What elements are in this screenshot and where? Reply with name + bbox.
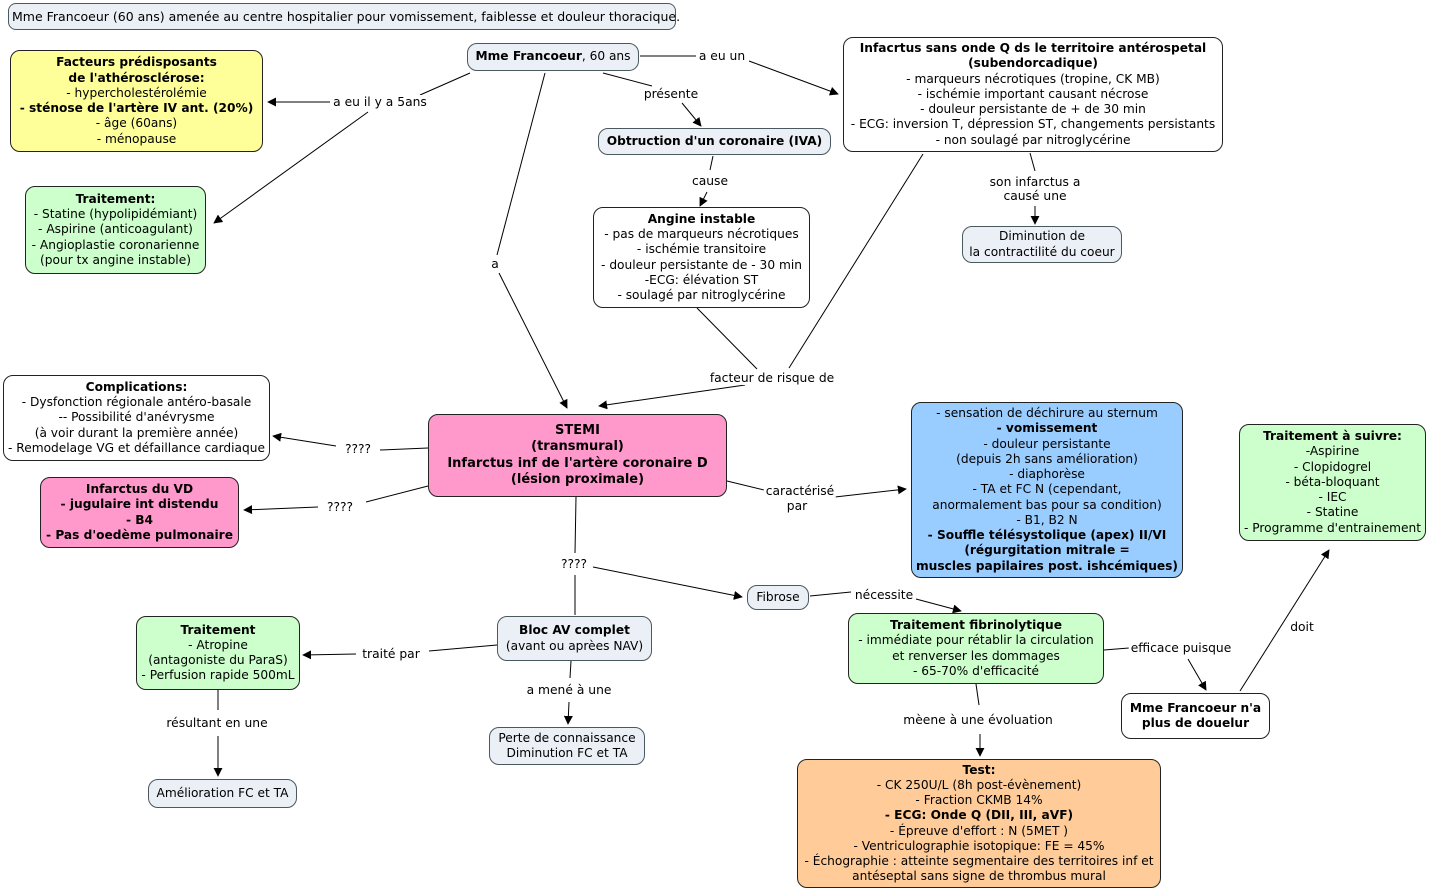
text-line: - douleur persistante de + de 30 min bbox=[920, 102, 1146, 117]
node-infarctus-sans-onde-q[interactable] bbox=[843, 37, 1223, 152]
node-complications[interactable] bbox=[3, 375, 270, 461]
text-line: (antagoniste du ParaS) bbox=[148, 653, 288, 667]
text-line: Perte de connaissance bbox=[498, 730, 636, 745]
text-line: Amélioration FC et TA bbox=[156, 785, 289, 800]
text-line: - TA et FC N (cependant, bbox=[972, 482, 1122, 497]
text-line: - Échographie : atteinte segmentaire des territoires inf et bbox=[804, 854, 1154, 868]
text-line: - Ventriculographie isotopique: FE = 45% bbox=[853, 838, 1105, 853]
text-line: - ECG: inversion T, dépression ST, changements persistants bbox=[850, 117, 1216, 132]
text-line: - B4 bbox=[125, 512, 154, 527]
text-line: - B1, B2 N bbox=[1016, 512, 1078, 527]
text-line: - soulagé par nitroglycérine bbox=[617, 288, 786, 302]
node-bloc-av-complet[interactable] bbox=[497, 616, 652, 661]
edge-label-cause-une[interactable]: causé une bbox=[1003, 189, 1067, 203]
text-line: - ischémie important causant nécrose bbox=[917, 86, 1149, 101]
text-line: - vomissement bbox=[996, 421, 1098, 436]
text-line: Complications: bbox=[85, 379, 188, 394]
node-case-banner[interactable] bbox=[8, 3, 681, 30]
text-line: - douleur persistante bbox=[983, 436, 1111, 451]
edge-label-a-mene-a-une[interactable]: a mené à une bbox=[526, 683, 612, 697]
edge-label-mene-a-evaluation[interactable]: mèene à une évoluation bbox=[903, 713, 1053, 727]
text-line: - douleur persistante de - 30 min bbox=[601, 257, 802, 272]
node-stemi[interactable] bbox=[428, 414, 727, 497]
node-traitement-fibrinolytique[interactable] bbox=[848, 613, 1104, 684]
text-line: - ECG: Onde Q (DII, III, aVF) bbox=[884, 808, 1074, 823]
text-line: (subendorcadique) bbox=[968, 56, 1098, 71]
text-line: - 65-70% d'efficacité bbox=[912, 663, 1040, 678]
edge-label-a[interactable]: a bbox=[491, 257, 499, 271]
node-patient[interactable] bbox=[467, 43, 639, 71]
node-symptomes[interactable] bbox=[911, 402, 1183, 578]
text-line: anormalement bas pour sa condition) bbox=[932, 497, 1162, 512]
text-line: - Perfusion rapide 500mL bbox=[141, 668, 295, 683]
text-line: Traitement: bbox=[75, 191, 156, 206]
text-line: (lésion proximale) bbox=[510, 471, 645, 487]
text-line: - Programme d'entrainement bbox=[1244, 520, 1421, 535]
text-line: Mme Francoeur n'a bbox=[1129, 700, 1262, 715]
edge-label-a-eu-il-y-a-5ans[interactable]: a eu il y a 5ans bbox=[333, 95, 427, 109]
text-line: - immédiate pour rétablir la circulation bbox=[858, 633, 1094, 648]
text-line: de l'athérosclérose: bbox=[68, 70, 205, 85]
node-traitement-bloc-av[interactable] bbox=[136, 616, 300, 690]
text-line: Infacrtus sans onde Q ds le territoire antérospetal bbox=[859, 41, 1207, 56]
text-line: (à voir durant la première année) bbox=[34, 425, 239, 440]
text-line: -- Possibilité d'anévrysme bbox=[58, 410, 215, 425]
patient-name: Mme Francoeur bbox=[475, 49, 582, 64]
text-line: - sténose de l'artère IV ant. (20%) bbox=[19, 101, 254, 115]
node-perte-connaissance[interactable] bbox=[489, 727, 645, 765]
text-line: - hypercholestérolémie bbox=[66, 85, 207, 100]
text-line: Fibrose bbox=[756, 589, 800, 604]
text-line: - CK 250U/L (8h post-évènement) bbox=[876, 777, 1082, 792]
text-line: muscles papilaires post. ishcémiques) bbox=[915, 558, 1178, 573]
patient-age: , 60 ans bbox=[581, 49, 631, 64]
edge-label-par[interactable]: par bbox=[786, 499, 808, 513]
patient-label bbox=[471, 49, 635, 64]
text-line: - Clopidogrel bbox=[1293, 459, 1372, 474]
text-line: Obtruction d'un coronaire (IVA) bbox=[606, 133, 823, 148]
node-traitement-angine[interactable] bbox=[25, 186, 206, 274]
node-traitement-a-suivre[interactable] bbox=[1239, 424, 1426, 541]
edge-label-doit[interactable]: doit bbox=[1290, 620, 1314, 634]
text-line: - sensation de déchirure au sternum bbox=[936, 406, 1158, 421]
text-line: - Fraction CKMB 14% bbox=[915, 793, 1043, 807]
text-line: - Statine bbox=[1306, 505, 1359, 520]
text-line: Diminution FC et TA bbox=[506, 746, 628, 760]
text-line: Infarctus du VD bbox=[85, 482, 194, 496]
text-line: - non soulagé par nitroglycérine bbox=[935, 132, 1131, 147]
node-plus-de-douleur[interactable] bbox=[1121, 693, 1270, 739]
edge-label-necessite[interactable]: nécessite bbox=[854, 588, 914, 602]
text-line: - Atropine bbox=[188, 637, 248, 652]
text-line: - Souffle télésystolique (apex) II/VI bbox=[927, 528, 1167, 543]
node-facteurs-predisposants[interactable] bbox=[10, 50, 263, 152]
text-line: - ischémie transitoire bbox=[636, 242, 767, 257]
text-line: Angine instable bbox=[647, 211, 756, 226]
edge-label-question-1[interactable]: ???? bbox=[344, 442, 372, 456]
edge-label-traite-par[interactable]: traité par bbox=[362, 647, 420, 661]
text-line: - âge (60ans) bbox=[95, 116, 178, 131]
text-line: - Aspirine (anticoagulant) bbox=[38, 222, 193, 237]
text-line: Traitement à suivre: bbox=[1263, 429, 1402, 444]
text-line: (depuis 2h sans amélioration) bbox=[956, 451, 1138, 466]
text-line: la contractilité du coeur bbox=[969, 244, 1115, 259]
text-line: (avant ou aprèes NAV) bbox=[505, 638, 644, 653]
text-line: - pas de marqueurs nécrotiques bbox=[604, 227, 799, 241]
text-line: (transmural) bbox=[531, 439, 624, 455]
text-line: Traitement fibrinolytique bbox=[890, 618, 1062, 632]
text-line: - diaphorèse bbox=[1009, 467, 1085, 482]
edge-label-question-3[interactable]: ???? bbox=[560, 557, 588, 571]
text-line: - béta-bloquant bbox=[1285, 474, 1380, 489]
node-diminution-contractilite[interactable] bbox=[962, 226, 1122, 263]
text-line: - Dysfonction régionale antéro-basale bbox=[21, 395, 252, 410]
text-line: - Pas d'oedème pulmonaire bbox=[46, 527, 233, 542]
node-amelioration[interactable] bbox=[148, 779, 297, 808]
edge-label-cause[interactable]: cause bbox=[691, 174, 729, 188]
node-fibrose[interactable] bbox=[747, 585, 809, 610]
node-obtruction-coronaire[interactable] bbox=[598, 128, 831, 155]
text-line: Bloc AV complet bbox=[519, 623, 630, 638]
text-line: (régurgitation mitrale = bbox=[964, 543, 1130, 558]
edge-label-presente[interactable]: présente bbox=[643, 87, 699, 101]
text-line: Facteurs prédisposants bbox=[56, 55, 217, 70]
edge-label-caracterise[interactable]: caractérisé bbox=[765, 484, 835, 498]
text-line: - Statine (hypolipidémiant) bbox=[33, 207, 198, 222]
banner-text: Mme Francoeur (60 ans) amenée au centre hospitalier pour vomissement, faiblesse et douleur thoracique. bbox=[12, 8, 681, 24]
text-line: STEMI bbox=[555, 423, 600, 438]
text-line: - ménopause bbox=[96, 131, 177, 146]
node-angine-instable[interactable] bbox=[593, 207, 810, 308]
edge-label-facteur-de-risque[interactable]: facteur de risque de bbox=[709, 371, 835, 385]
text-line: Infarctus inf de l'artère coronaire D bbox=[447, 455, 708, 471]
text-line: - marqueurs nécrotiques (tropine, CK MB) bbox=[906, 71, 1160, 86]
text-line: (pour tx angine instable) bbox=[40, 252, 191, 267]
text-line: - IEC bbox=[1318, 490, 1347, 505]
text-line: - Angioplastie coronarienne bbox=[31, 237, 200, 252]
node-test[interactable] bbox=[797, 759, 1161, 888]
text-line: Traitement bbox=[180, 622, 256, 637]
edge-label-question-2[interactable]: ???? bbox=[326, 500, 354, 514]
text-line: plus de douelur bbox=[1141, 716, 1250, 730]
text-line: Test: bbox=[962, 762, 996, 777]
edge-label-efficace-puisque[interactable]: efficace puisque bbox=[1130, 641, 1232, 655]
text-line: -Aspirine bbox=[1305, 444, 1360, 459]
text-line: -ECG: élévation ST bbox=[644, 272, 759, 287]
text-line: - Remodelage VG et défaillance cardiaque bbox=[8, 440, 265, 455]
edge-label-resultant-en-une[interactable]: résultant en une bbox=[166, 716, 268, 730]
node-infarctus-vd[interactable] bbox=[40, 477, 239, 548]
edge-label-a-eu-un[interactable]: a eu un bbox=[698, 49, 746, 63]
text-line: - Épreuve d'effort : N (5MET ) bbox=[889, 823, 1069, 838]
text-line: Diminution de bbox=[999, 229, 1085, 244]
text-line: antéseptal sans signe de thrombus mural bbox=[852, 869, 1106, 884]
edge-label-son-infarctus[interactable]: son infarctus a bbox=[989, 175, 1081, 189]
text-line: - jugulaire int distendu bbox=[60, 497, 219, 512]
text-line: et renverser les dommages bbox=[892, 648, 1060, 663]
